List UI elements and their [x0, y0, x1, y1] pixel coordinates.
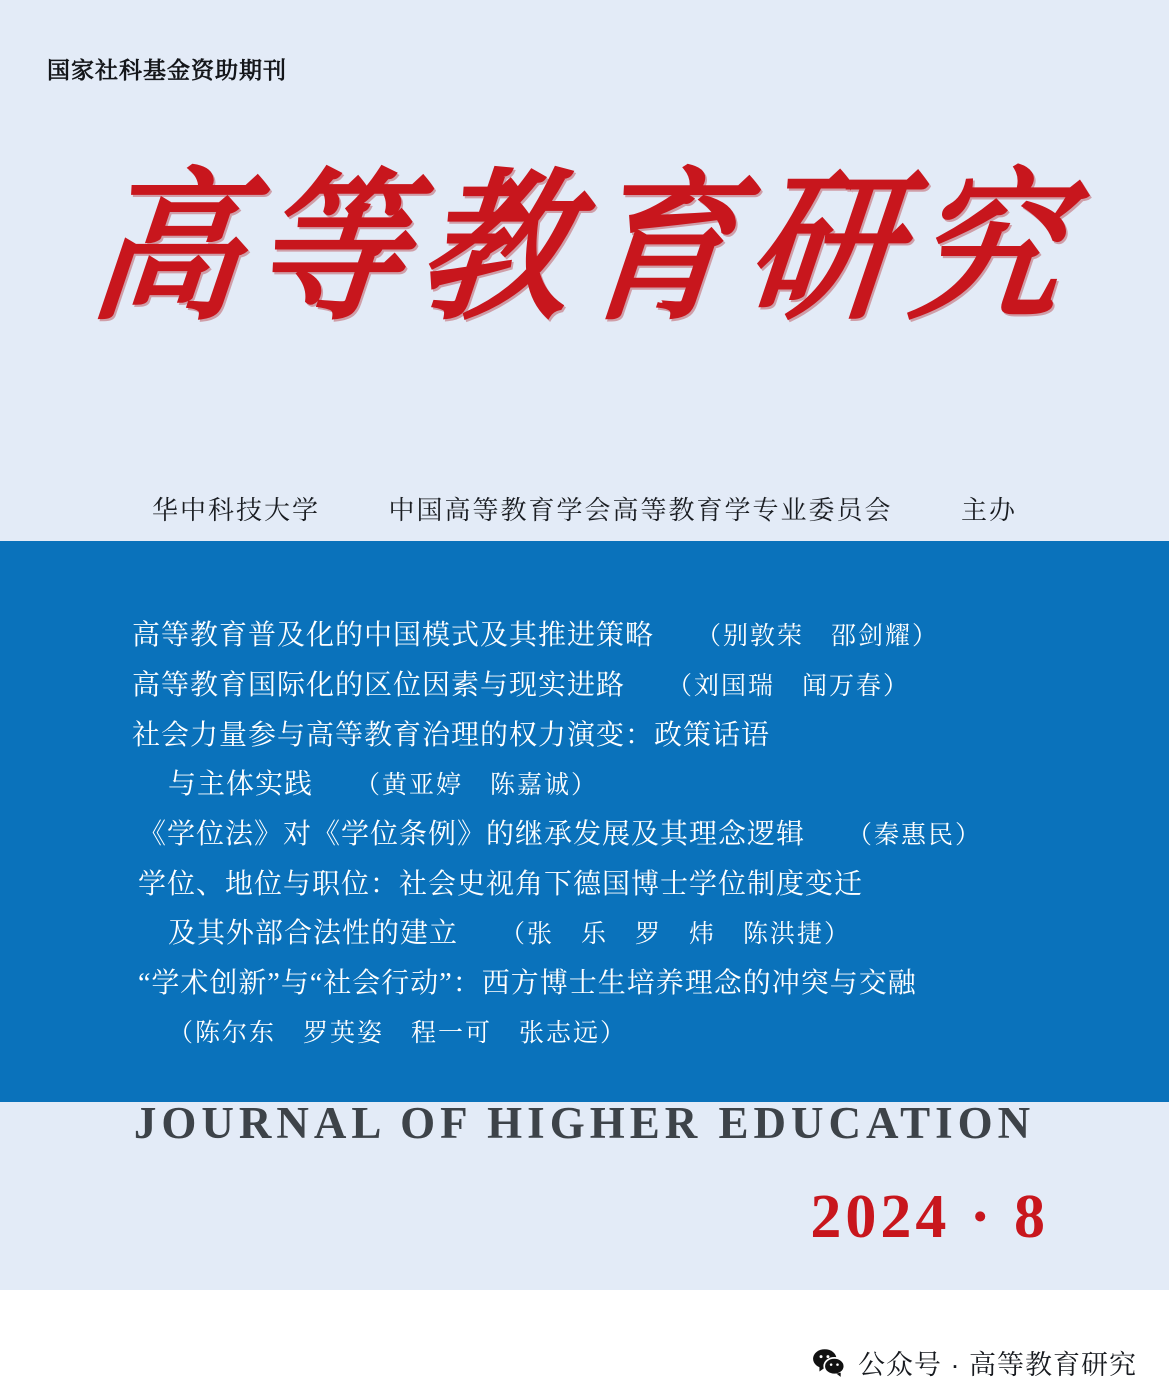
toc-entry[interactable] [0, 961, 1169, 1007]
toc-authors: （陈尔东 罗英姿 程一可 张志远） [168, 1020, 628, 1047]
toc-title: 及其外部合法性的建立 [168, 918, 459, 949]
toc-title: 高等教育普及化的中国模式及其推进策略 [132, 620, 655, 651]
issue-number: 2024 · 8 [810, 1183, 1049, 1251]
toc-title: “学术创新”与“社会行动”：西方博士生培养理念的冲突与交融 [138, 968, 917, 999]
wechat-label: 公众号 · 高等教育研究 [858, 1350, 1137, 1380]
journal-title-calligraphy: 高等教育研究 [83, 160, 1086, 340]
toc-entry-continuation[interactable] [0, 1010, 1169, 1057]
toc-title: 社会力量参与高等教育治理的权力演变：政策话语 [132, 720, 771, 751]
toc-entry[interactable] [0, 713, 1169, 759]
toc-title: 高等教育国际化的区位因素与现实进路 [132, 670, 626, 701]
wechat-icon [812, 1346, 846, 1380]
toc-entry[interactable] [0, 663, 1169, 710]
sponsor-role: 主办 [960, 495, 1017, 525]
toc-entry[interactable] [0, 613, 1169, 660]
sponsor-university: 华中科技大学 [152, 495, 321, 525]
toc-authors: （黄亚婷 陈嘉诚） [355, 772, 599, 799]
toc-authors: （别敦荣 邵剑耀） [696, 623, 940, 650]
toc-entry[interactable] [0, 812, 1169, 859]
sponsor-society: 中国高等教育学会高等教育学专业委员会 [388, 495, 893, 525]
masthead [0, 160, 1169, 340]
toc-title: 学位、地位与职位：社会史视角下德国博士学位制度变迁 [138, 869, 864, 900]
toc-entry-continuation[interactable] [0, 911, 1169, 958]
toc-entry[interactable] [0, 862, 1169, 908]
sponsor-line [0, 490, 1169, 527]
toc-title: 与主体实践 [168, 769, 314, 800]
toc-authors: （秦惠民） [847, 822, 983, 849]
wechat-account[interactable] [812, 1343, 1137, 1382]
toc-authors: （刘国瑞 闻万春） [667, 673, 911, 700]
toc-entry-continuation[interactable] [0, 762, 1169, 809]
funding-note: 国家社科基金资助期刊 [47, 57, 287, 83]
table-of-contents [0, 541, 1169, 1102]
toc-title: 《学位法》对《学位条例》的继承发展及其理念逻辑 [138, 819, 806, 850]
toc-authors: （张 乐 罗 炜 陈洪捷） [500, 921, 852, 948]
english-journal-title: JOURNAL OF HIGHER EDUCATION [133, 1098, 1036, 1148]
